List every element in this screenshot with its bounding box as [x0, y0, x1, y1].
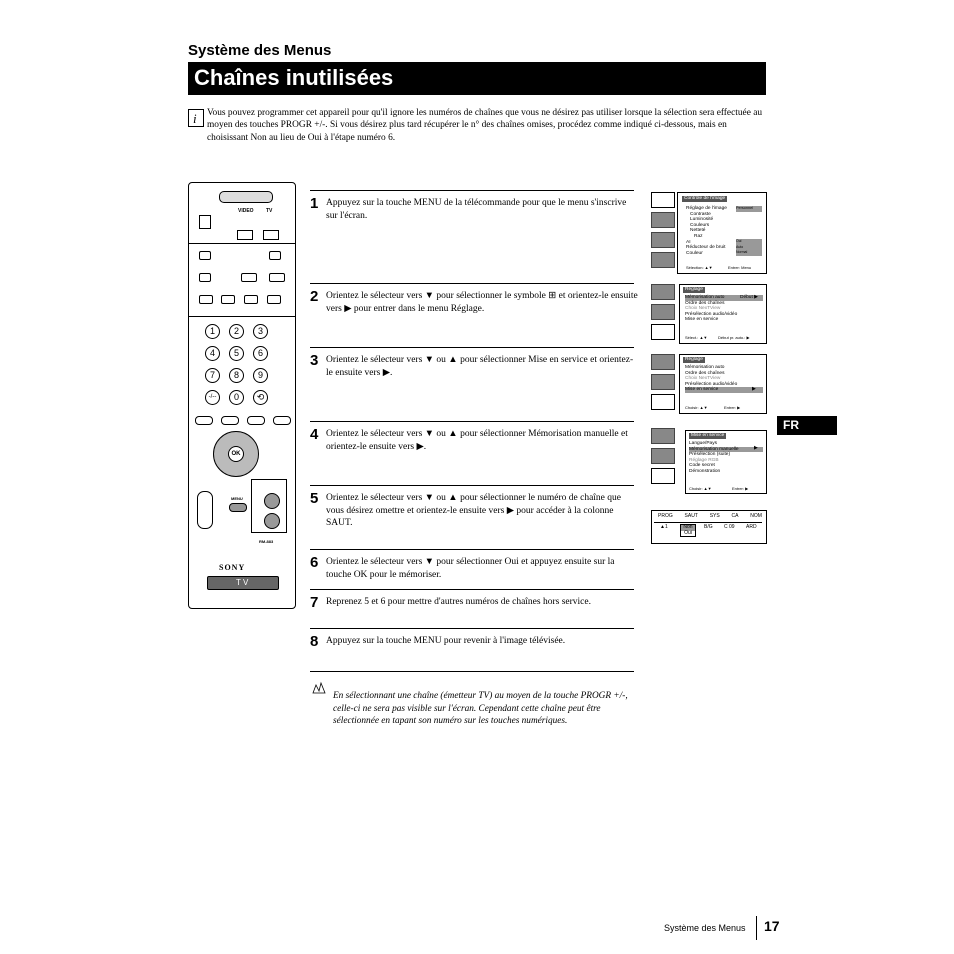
remote-key-3: 3	[253, 324, 268, 339]
step-number: 5	[310, 490, 319, 507]
menu-row: Mémorisation auto	[685, 365, 725, 370]
menu-panel	[677, 192, 767, 274]
prog-header: PROG	[658, 513, 673, 519]
sound-menu-icon	[651, 374, 675, 390]
step-6	[310, 549, 634, 590]
remote-key-0: 0	[229, 390, 244, 405]
step-number: 1	[310, 195, 319, 212]
setup-menu-icon	[651, 324, 675, 340]
remote-video-label: VIDEO	[238, 208, 254, 214]
menu-footer-left: Sélect.: ▲▼	[685, 335, 708, 340]
note-divider	[310, 671, 634, 672]
step-5	[310, 485, 634, 548]
step-number: 8	[310, 633, 319, 650]
step-number: 4	[310, 426, 319, 443]
language-label: FR	[780, 417, 802, 434]
picture-menu-icon	[651, 354, 675, 370]
menu-title: Contrôle de l'image	[684, 196, 726, 201]
page-title: Chaînes inutilisées	[194, 65, 394, 90]
remote-key-4: 4	[205, 346, 220, 361]
menu-footer-right: Entrer: ▶	[724, 405, 741, 410]
menu-side-icons	[651, 354, 675, 414]
remote-control-illustration	[188, 182, 296, 609]
menu-row: Présélection audio/vidéo	[685, 311, 738, 317]
menu-footer-right: Entrer: Menu	[728, 265, 752, 270]
progr-plus-icon	[264, 493, 280, 509]
menu-footer-right: Entrer: ▶	[732, 486, 749, 491]
joystick-icon	[213, 431, 259, 477]
remote-key-2: 2	[229, 324, 244, 339]
step-text: Appuyez sur la touche MENU pour revenir à l'image télévisée.	[326, 636, 566, 646]
menu-title: Réglage	[685, 357, 703, 362]
step-number: 7	[310, 594, 319, 611]
features-menu-icon	[651, 232, 675, 248]
remote-key-icon	[221, 295, 235, 304]
step-number: 3	[310, 352, 319, 369]
menu-screen-3	[651, 354, 767, 416]
step-text: Appuyez sur la touche MENU de la télécommande pour que le menu s'inscrive sur l'écran.	[326, 198, 627, 221]
menu-value: Auto	[736, 245, 762, 251]
prog-header: SYS	[709, 513, 720, 519]
svg-text:i: i	[193, 111, 197, 126]
menu-title: Mise en service	[691, 433, 725, 438]
menu-button-icon	[229, 503, 247, 512]
remote-brand: SONY	[219, 563, 246, 572]
menu-title: Réglage	[685, 287, 703, 292]
menu-row: Présélection audio/vidéo	[685, 381, 738, 387]
sound-menu-icon	[651, 448, 675, 464]
remote-key-icon	[269, 251, 281, 260]
menu-screen-4	[651, 428, 767, 496]
remote-tv-plate-label: T V	[236, 578, 249, 587]
remote-key-1: 1	[205, 324, 220, 339]
prog-cell: ▲1	[660, 524, 668, 530]
menu-row: Démonstration	[689, 468, 721, 474]
menu-side-icons	[651, 284, 675, 344]
remote-model-label: RM-883	[259, 539, 274, 544]
remote-key-icon	[199, 251, 211, 260]
remote-key-icon	[267, 295, 281, 304]
menu-side-icons	[651, 428, 675, 488]
remote-key-icon	[199, 273, 211, 282]
menu-row: Couleur	[686, 250, 703, 256]
programme-table-screen	[651, 510, 767, 544]
mute-icon	[199, 215, 211, 229]
step-3	[310, 347, 634, 418]
info-icon	[188, 109, 204, 127]
setup-menu-icon	[651, 394, 675, 410]
menu-value: Oui	[736, 239, 762, 245]
page-number: 17	[764, 918, 780, 934]
menu-start-label: Début ▶	[740, 295, 758, 300]
menu-side-icons	[651, 192, 675, 272]
prog-cell-saut-option: Oui	[684, 529, 692, 536]
step-text: Reprenez 5 et 6 pour mettre d'autres numéros de chaînes hors service.	[326, 597, 591, 607]
step-1	[310, 190, 634, 281]
menu-row: Réglage RGB	[689, 457, 719, 463]
progr-minus-icon	[264, 513, 280, 529]
footer-divider	[756, 916, 757, 940]
menu-row: AI	[686, 239, 691, 245]
menu-screen-2	[651, 284, 767, 346]
remote-key-icon	[199, 295, 213, 304]
prog-cell: ARD	[746, 524, 757, 530]
remote-top-button	[219, 191, 273, 203]
step-number: 6	[310, 554, 319, 571]
menu-row: Langue/Pays	[689, 441, 718, 446]
menu-row: Mémorisation auto	[685, 295, 763, 301]
menu-footer-left: Choisir: ▲▼	[689, 486, 712, 491]
menu-row: Présélection (suite)	[689, 452, 731, 458]
remote-menu-label: MENU	[231, 496, 243, 501]
menu-arrow: ▶	[754, 446, 758, 451]
step-4	[310, 421, 634, 484]
remote-key-9: 9	[253, 368, 268, 383]
setup-menu-icon	[651, 468, 675, 484]
menu-row: Raz	[694, 233, 703, 239]
picture-menu-icon	[651, 192, 675, 208]
remote-key-icon	[269, 273, 285, 282]
prog-cell-saut: Non	[681, 525, 695, 531]
step-number: 2	[310, 288, 319, 305]
remote-key-icon	[247, 416, 265, 425]
remote-key-digits: -/--	[205, 390, 220, 405]
menu-row: Mise en service	[685, 387, 763, 393]
menu-value: Normal	[736, 250, 762, 256]
remote-key-7: 7	[205, 368, 220, 383]
menu-row: Netteté	[690, 228, 706, 234]
prog-cell: C 09	[724, 524, 735, 530]
menu-row: Réglage de l'image	[686, 206, 727, 211]
language-badge	[777, 416, 837, 435]
remote-key-6: 6	[253, 346, 268, 361]
menu-row: Mémorisation manuelle	[689, 447, 763, 453]
menu-footer-right: Début pr. auto.: ▶	[718, 335, 750, 340]
remote-key-icon	[241, 273, 257, 282]
menu-screen-1	[651, 192, 767, 276]
step-7	[310, 589, 634, 626]
sound-menu-icon	[651, 304, 675, 320]
menu-row: Contraste	[690, 211, 711, 217]
tv-power-icon	[263, 230, 279, 240]
remote-key-icon	[273, 416, 291, 425]
remote-key-icon	[221, 416, 239, 425]
menu-footer-left: Choisir: ▲▼	[685, 405, 708, 410]
step-text: Orientez le sélecteur vers ▼ pour sélectionner le symbole ⊞ et orientez-le ensuite vers ▶ pour entrer dans le menu Réglage.	[326, 291, 638, 314]
menu-row: Choix NexTView	[685, 306, 721, 312]
menu-row: Mise en service	[685, 317, 719, 323]
remote-key-recall: ⟲	[253, 390, 268, 405]
menu-panel	[679, 354, 767, 414]
step-2	[310, 283, 638, 344]
intro-text: Vous pouvez programmer cet appareil pour qu'il ignore les numéros de chaînes que vous ne désirez pas utiliser lorsque la sélection sera effectuée au moyen des touches PROGR +/-. Si vous désirez plus tard récupérer le n° des chaînes omises, procédez comme indiqué ci-dessous, mais en choisissant Non au lieu de Oui à l'étape numéro 6.	[207, 108, 763, 143]
menu-row: Luminosité	[690, 217, 714, 223]
step-text: Orientez le sélecteur vers ▼ ou ▲ pour sélectionner le numéro de chaîne que vous désirez omettre et orientez-le ensuite vers ▶ pour accéder à la colonne SAUT.	[326, 493, 621, 528]
menu-value: Personnel	[736, 206, 762, 212]
section-title: Système des Menus	[188, 42, 332, 59]
remote-tv-label: TV	[266, 208, 273, 214]
setup-menu-icon	[651, 252, 675, 268]
picture-menu-icon	[651, 428, 675, 444]
remote-key-icon	[244, 295, 258, 304]
step-text: Orientez le sélecteur vers ▼ pour sélectionner Oui et appuyez ensuite sur la touche OK pour le mémoriser.	[326, 557, 615, 580]
remote-key-8: 8	[229, 368, 244, 383]
menu-row: Choix NexTView	[685, 376, 721, 382]
note-text: En sélectionnant une chaîne (émetteur TV) au moyen de la touche PROGR +/-, celle-ci ne sera pas visible sur l'écran. Cependant cette chaîne peut être sélectionnée en tapant son numéro sur les touches numériques.	[333, 691, 628, 726]
prog-header: NOM	[750, 513, 762, 519]
menu-row: Couleurs	[690, 222, 710, 228]
menu-row: Ordre des chaînes	[685, 300, 725, 306]
prog-header: CA	[731, 513, 739, 519]
remote-tv-plate	[207, 576, 279, 590]
menu-row: Réducteur de bruit	[686, 245, 726, 251]
step-text: Orientez le sélecteur vers ▼ ou ▲ pour sélectionner Mise en service et orientez-le ensuite vers ▶.	[326, 355, 634, 378]
ok-button-icon: OK	[228, 446, 244, 462]
menu-arrow: ▶	[752, 387, 756, 392]
prog-header: SAUT	[684, 513, 698, 519]
menu-row: Ordre des chaînes	[685, 370, 725, 376]
title-bar	[188, 62, 766, 95]
remote-key-5: 5	[229, 346, 244, 361]
volume-rocker-icon	[197, 491, 213, 529]
prog-cell: B/G	[704, 524, 713, 530]
menu-panel	[685, 430, 767, 494]
hand-note-icon	[311, 681, 327, 695]
step-text: Orientez le sélecteur vers ▼ ou ▲ pour sélectionner Mémorisation manuelle et orientez-le ensuite vers ▶.	[326, 429, 628, 452]
step-8	[310, 628, 634, 659]
sound-menu-icon	[651, 212, 675, 228]
picture-menu-icon	[651, 284, 675, 300]
footer-section: Système des Menus	[664, 923, 746, 933]
remote-key-icon	[195, 416, 213, 425]
menu-footer-left: Sélection: ▲▼	[686, 265, 713, 270]
menu-panel	[679, 284, 767, 344]
video-power-icon	[237, 230, 253, 240]
menu-row: Code secret	[689, 463, 715, 469]
